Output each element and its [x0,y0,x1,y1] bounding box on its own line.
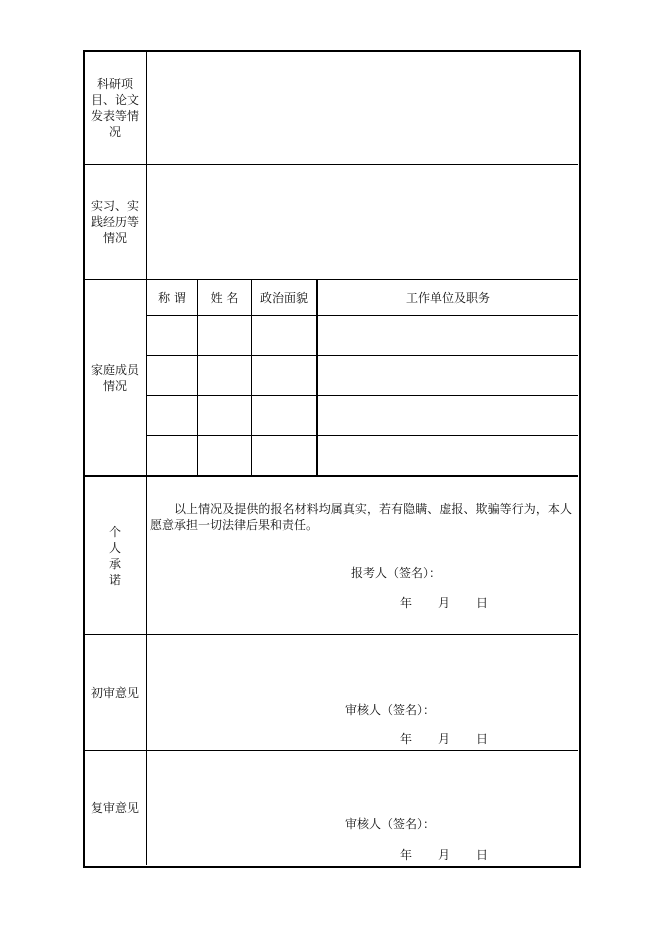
practice-field[interactable] [147,165,577,279]
table-row[interactable] [147,396,578,435]
research-field[interactable] [147,51,577,164]
table-row[interactable] [147,436,578,475]
family-header-workplace: 工作单位及职务 [405,291,490,305]
label-research: 科研项目、论文发表等情况 [90,76,139,139]
family-header-relation: 称 谓 [158,291,186,305]
label-second-review: 复审意见 [90,801,139,815]
divider [84,475,578,477]
label-first-review: 初审意见 [90,685,139,700]
label-practice: 实习、实践经历等情况 [90,199,139,245]
second-review-signature-label: 审核人（签名）： [345,817,436,831]
divider [84,750,578,751]
family-header-name: 姓 名 [210,291,239,305]
pledge-signature-label: 报考人（签名）： [351,566,442,580]
divider [84,634,578,635]
pledge-text: 以上情况及提供的报名材料均属真实，若有隐瞒、虚报、欺骗等行为，本人愿意承担一切法律后果和责任。 [150,502,572,532]
label-family: 家庭成员情况 [90,362,139,393]
label-pledge: 个人承诺 [108,524,121,587]
family-header-political: 政治面貌 [259,291,308,305]
first-review-signature-label: 审核人（签名）： [345,703,436,717]
table-row[interactable] [147,356,578,395]
table-row[interactable] [147,316,578,355]
